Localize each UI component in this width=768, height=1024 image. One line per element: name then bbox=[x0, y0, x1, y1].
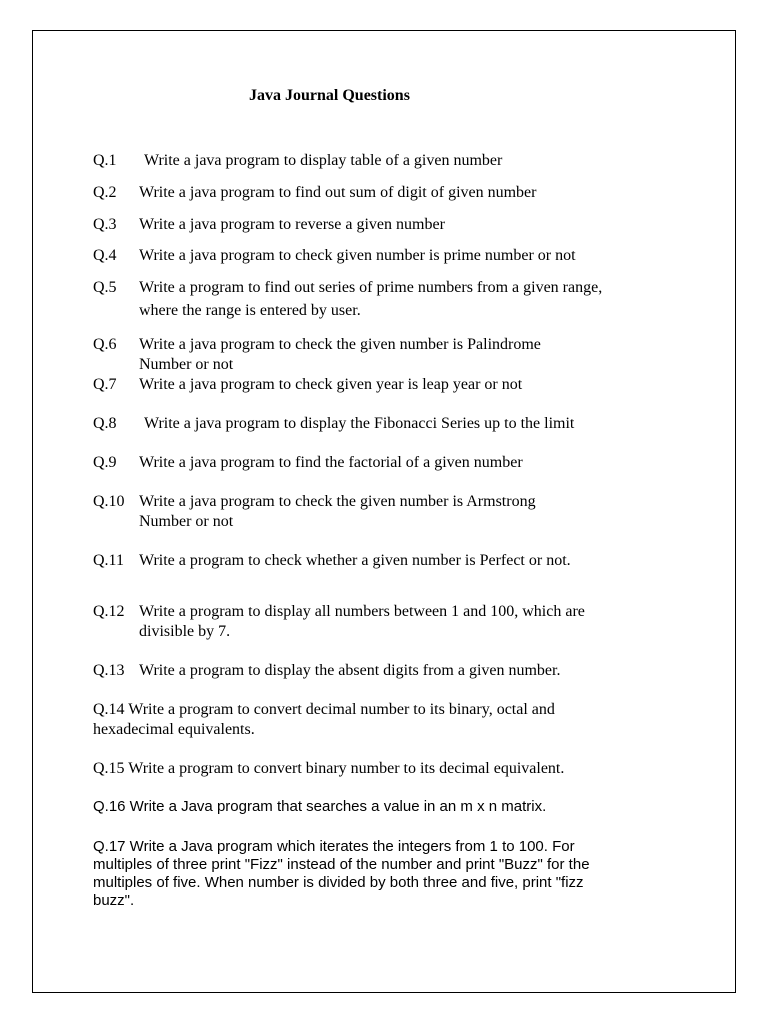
question-text-line-2: hexadecimal equivalents. bbox=[93, 721, 255, 738]
question-text-line-1: Q.17 Write a Java program which iterates the integers from 1 to 100. For bbox=[93, 838, 575, 855]
question-text: Write a program to check whether a given number is Perfect or not. bbox=[139, 552, 571, 569]
question-text: Write a java program to check given year is leap year or not bbox=[139, 376, 523, 393]
question-17 bbox=[93, 838, 590, 910]
question-text: Write a java program to check given number is prime number or not bbox=[139, 247, 576, 264]
document-title: Java Journal Questions bbox=[249, 87, 410, 104]
question-number: Q.7 bbox=[93, 376, 117, 393]
question-text-line-1: Q.15 Write a program to convert binary number to its decimal equivalent. bbox=[93, 760, 565, 777]
question-number: Q.2 bbox=[93, 184, 117, 201]
question-text-line-2: multiples of three print "Fizz" instead of the number and print "Buzz" for the bbox=[93, 856, 590, 873]
question-number: Q.1 bbox=[93, 152, 117, 169]
question-15 bbox=[93, 759, 564, 779]
question-text-line-2: where the range is entered by user. bbox=[139, 302, 361, 319]
question-14 bbox=[93, 700, 555, 740]
question-number: Q.5 bbox=[93, 279, 117, 296]
question-text-line-2: Number or not bbox=[139, 513, 234, 530]
question-number: Q.13 bbox=[93, 662, 125, 679]
question-number: Q.6 bbox=[93, 336, 117, 353]
question-text: Write a program to display the absent digits from a given number. bbox=[139, 662, 561, 679]
question-number: Q.3 bbox=[93, 216, 117, 233]
question-number: Q.12 bbox=[93, 603, 125, 620]
question-number: Q.8 bbox=[93, 415, 117, 432]
question-text: Write a java program to display the Fibonacci Series up to the limit bbox=[144, 415, 575, 432]
question-16 bbox=[93, 798, 546, 816]
question-number: Q.10 bbox=[93, 493, 125, 510]
question-text: Write a java program to display table of a given number bbox=[144, 152, 503, 169]
question-text-line-2: divisible by 7. bbox=[139, 623, 231, 640]
question-number: Q.11 bbox=[93, 552, 124, 569]
question-number: Q.4 bbox=[93, 247, 117, 264]
question-text-line-1: Write a program to display all numbers between 1 and 100, which are bbox=[139, 603, 585, 620]
question-text-line-2: Number or not bbox=[139, 356, 234, 373]
question-text: Write a java program to reverse a given number bbox=[139, 216, 445, 233]
question-text-line-1: Q.16 Write a Java program that searches a value in an m x n matrix. bbox=[93, 798, 547, 815]
question-text-line-1: Write a java program to check the given number is Armstrong bbox=[139, 493, 536, 510]
question-text-line-4: buzz". bbox=[93, 892, 135, 909]
question-text: Write a java program to find the factorial of a given number bbox=[139, 454, 523, 471]
question-text-line-3: multiples of five. When number is divided by both three and five, print "fizz bbox=[93, 874, 584, 891]
question-text-line-1: Q.14 Write a program to convert decimal number to its binary, octal and bbox=[93, 701, 555, 718]
question-text-line-1: Write a java program to check the given number is Palindrome bbox=[139, 336, 541, 353]
question-text-line-1: Write a program to find out series of prime numbers from a given range, bbox=[139, 279, 603, 296]
question-number: Q.9 bbox=[93, 454, 117, 471]
question-text: Write a java program to find out sum of digit of given number bbox=[139, 184, 537, 201]
